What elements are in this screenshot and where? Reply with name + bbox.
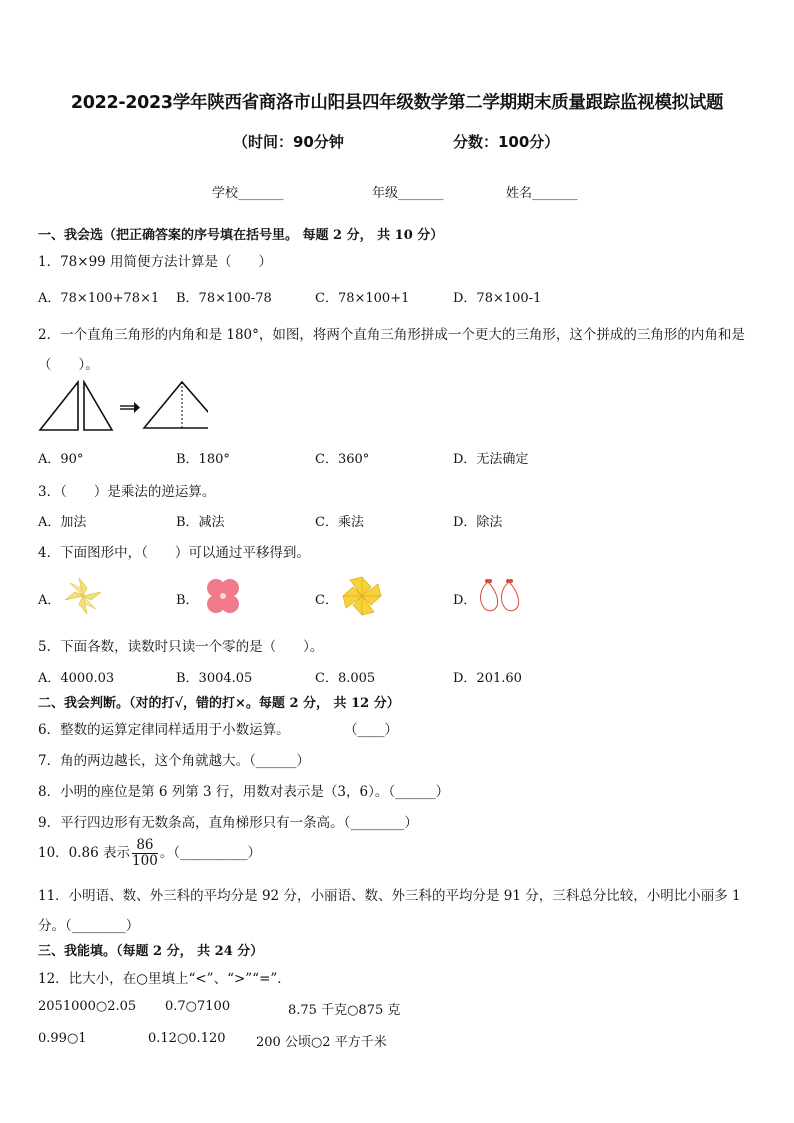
- q10-numerator: 86: [132, 838, 158, 854]
- yellow-pinwheel-icon: [341, 575, 383, 617]
- pinwheel-icon: [62, 576, 104, 616]
- q5-option-a: A．4000.03: [38, 671, 115, 686]
- question-6-blank: （____）: [344, 722, 398, 738]
- right-triangle-left: [40, 382, 78, 430]
- question-8: 8．小明的座位是第 6 列第 3 行，用数对表示是（3，6）。（______）: [38, 784, 450, 800]
- name-field: 姓名_______: [506, 186, 578, 201]
- question-11-line-1: 11．小明语、数、外三科的平均分是 92 分，小丽语、数、外三科的平均分是 91 分，三科总分比较，小明比小丽多 1: [38, 888, 741, 904]
- school-field: 学校_______: [212, 186, 284, 201]
- q5-option-d: D．201.60: [453, 671, 522, 686]
- page-title: 2022-2023学年陕西省商洛市山阳县四年级数学第二学期期末质量跟踪监视模拟试题: [70, 93, 724, 113]
- q10-prefix: 10．0.86 表示: [38, 845, 131, 861]
- q4-option-c: C．: [315, 593, 338, 608]
- q4-option-d: D．: [453, 593, 477, 608]
- q1-option-c: C．78×100+1: [315, 291, 410, 306]
- q12-item-6: 200 公顷○2 平方千米: [256, 1035, 387, 1050]
- q1-option-a: A．78×100+78×1: [38, 291, 160, 306]
- q4-option-b: B．: [176, 593, 199, 608]
- question-10: [38, 838, 261, 869]
- question-11-line-2: 分。（________）: [38, 918, 140, 934]
- arrow-right-icon: [120, 402, 140, 413]
- q12-item-3: 8.75 千克○875 克: [288, 1003, 401, 1018]
- q1-option-b: B．78×100-78: [176, 291, 272, 306]
- q2-option-a: A．90°: [38, 452, 84, 467]
- q10-fraction: [132, 838, 158, 869]
- section-3-heading: 三、我能填。（每题 2 分， 共 24 分）: [38, 944, 264, 959]
- exam-score: 分数：100分）: [453, 133, 560, 151]
- hens-icon: [476, 578, 522, 614]
- q2-option-d: D．无法确定: [453, 452, 529, 467]
- q3-option-c: C．乘法: [315, 515, 364, 530]
- section-1-heading: 一、我会选（把正确答案的序号填在括号里。 每题 2 分， 共 10 分）: [38, 228, 444, 243]
- q5-option-c: C．8.005: [315, 671, 376, 686]
- question-9: 9．平行四边形有无数条高，直角梯形只有一条高。（________）: [38, 815, 418, 831]
- q4-option-a: A．: [38, 593, 61, 608]
- q12-item-2: 0.7○7100: [165, 999, 231, 1014]
- combined-triangle: [144, 382, 208, 428]
- q12-item-4: 0.99○1: [38, 1031, 87, 1046]
- question-2-line-2: （ ）。: [38, 357, 99, 373]
- triangles-figure: [38, 380, 208, 434]
- question-12: 12．比大小，在○里填上“<”、“>”“=”．: [38, 971, 291, 987]
- section-2-heading: 二、我会判断。（对的打√，错的打×。每题 2 分， 共 12 分）: [38, 696, 400, 711]
- q3-option-b: B．减法: [176, 515, 225, 530]
- question-2-line-1: 2．一个直角三角形的内角和是 180°，如图，将两个直角三角形拼成一个更大的三角形，这个拼成的三角形的内角和是: [38, 327, 745, 343]
- question-5: 5．下面各数，读数时只读一个零的是（ ）。: [38, 639, 324, 655]
- right-triangle-right: [84, 382, 112, 430]
- question-3: 3．（ ）是乘法的逆运算。: [38, 484, 216, 500]
- question-1: 1．78×99 用简便方法计算是（ ）: [38, 254, 273, 270]
- q2-option-b: B．180°: [176, 452, 230, 467]
- question-6: 6．整数的运算定律同样适用于小数运算。: [38, 722, 290, 738]
- q12-item-1: 2051000○2.05: [38, 999, 137, 1014]
- q1-option-d: D．78×100-1: [453, 291, 542, 306]
- q12-item-5: 0.12○0.120: [148, 1031, 226, 1046]
- question-7: 7．角的两边越长，这个角就越大。（______）: [38, 753, 310, 769]
- exam-time: （时间：90分钟: [233, 133, 344, 151]
- q10-suffix: 。（__________）: [159, 845, 262, 861]
- flower-icon: [201, 576, 245, 616]
- grade-field: 年级_______: [372, 186, 444, 201]
- q3-option-a: A．加法: [38, 515, 87, 530]
- q10-denominator: 100: [132, 853, 158, 869]
- q2-option-c: C．360°: [315, 452, 370, 467]
- question-4: 4．下面图形中，（ ）可以通过平移得到。: [38, 545, 310, 561]
- q5-option-b: B．3004.05: [176, 671, 253, 686]
- q3-option-d: D．除法: [453, 515, 503, 530]
